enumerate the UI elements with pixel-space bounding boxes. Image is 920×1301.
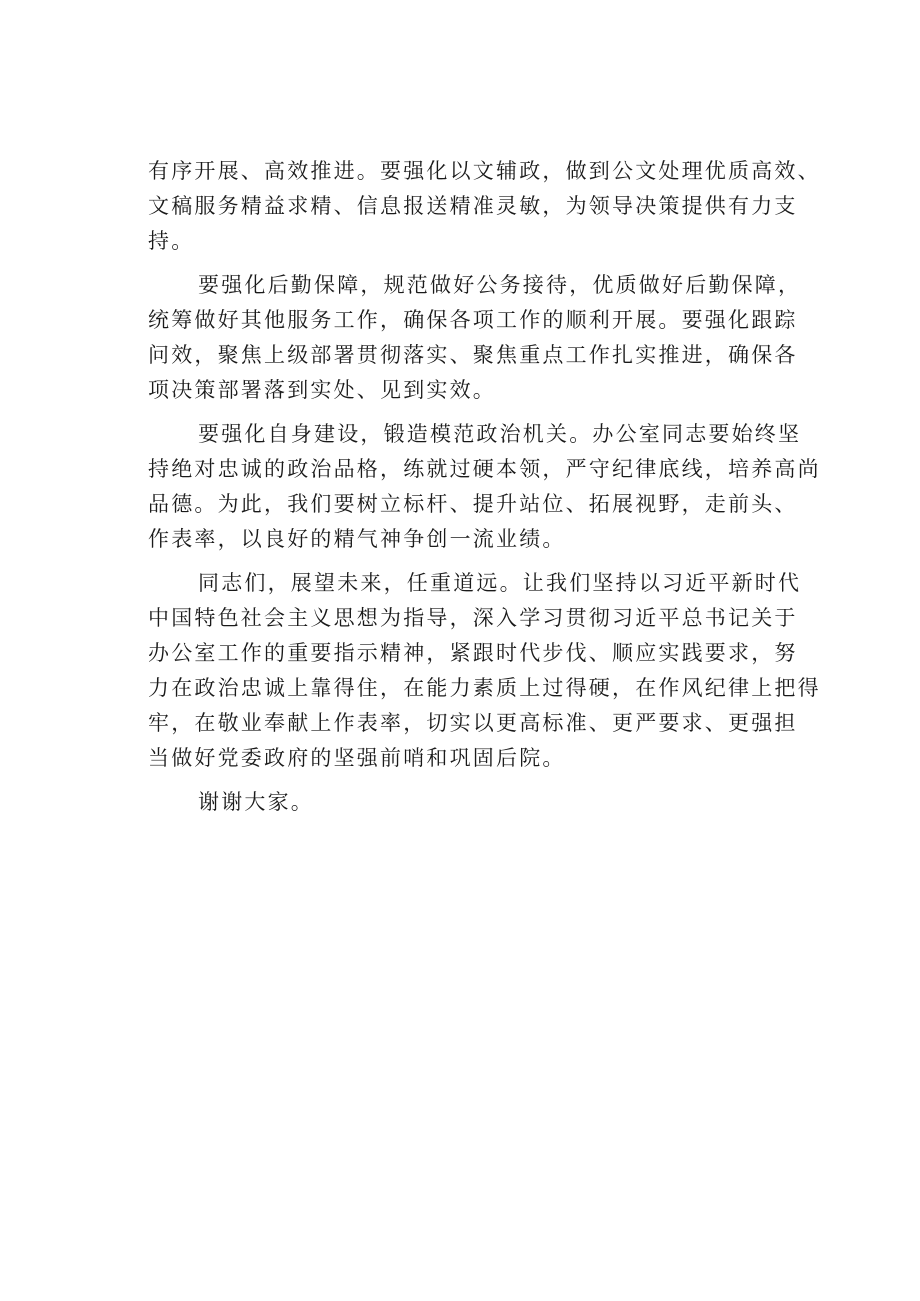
paragraph-continuation [148, 154, 821, 259]
text-line: 作表率，以良好的精气神争创一流业绩。 [148, 527, 566, 551]
text-line: 牢，在敬业奉献上作表率，切实以更高标准、更严要求、更强担 [148, 711, 798, 735]
text-line: 文稿服务精益求精、信息报送精准灵敏，为领导决策提供有力支 [148, 194, 798, 218]
text-line: 要强化自身建设，锻造模范政治机关。办公室同志要始终坚 [198, 422, 802, 446]
text-line: 问效，聚焦上级部署贯彻落实、聚焦重点工作扎实推进，确保各 [148, 343, 798, 367]
text-line: 品德。为此，我们要树立标杆、提升站位、拓展视野，走前头、 [148, 492, 798, 516]
paragraph-closing [148, 785, 808, 820]
text-line: 办公室工作的重要指示精神，紧跟时代步伐、顺应实践要求，努 [148, 641, 798, 665]
document-body [148, 154, 821, 820]
text-line: 要强化后勤保障，规范做好公务接待，优质做好后勤保障， [198, 273, 802, 297]
paragraph-outlook [148, 566, 821, 776]
text-line: 力在政治忠诚上靠得住，在能力素质上过得硬，在作风纪律上把得 [148, 676, 821, 700]
text-line: 统筹做好其他服务工作，确保各项工作的顺利开展。要强化跟踪 [148, 308, 798, 332]
text-line: 持。 [148, 229, 195, 253]
text-line: 当做好党委政府的坚强前哨和巩固后院。 [148, 746, 566, 770]
text-line: 持绝对忠诚的政治品格，练就过硬本领，严守纪律底线，培养高尚 [148, 457, 821, 481]
text-line: 项决策部署落到实处、见到实效。 [148, 378, 496, 402]
text-line: 有序开展、高效推进。要强化以文辅政，做到公文处理优质高效、 [148, 159, 821, 183]
paragraph-self-building [148, 417, 821, 557]
text-line: 谢谢大家。 [198, 790, 314, 814]
text-line: 中国特色社会主义思想为指导，深入学习贯彻习近平总书记关于 [148, 606, 798, 630]
paragraph-logistics [148, 268, 808, 408]
text-line: 同志们，展望未来，任重道远。让我们坚持以习近平新时代 [198, 571, 802, 595]
